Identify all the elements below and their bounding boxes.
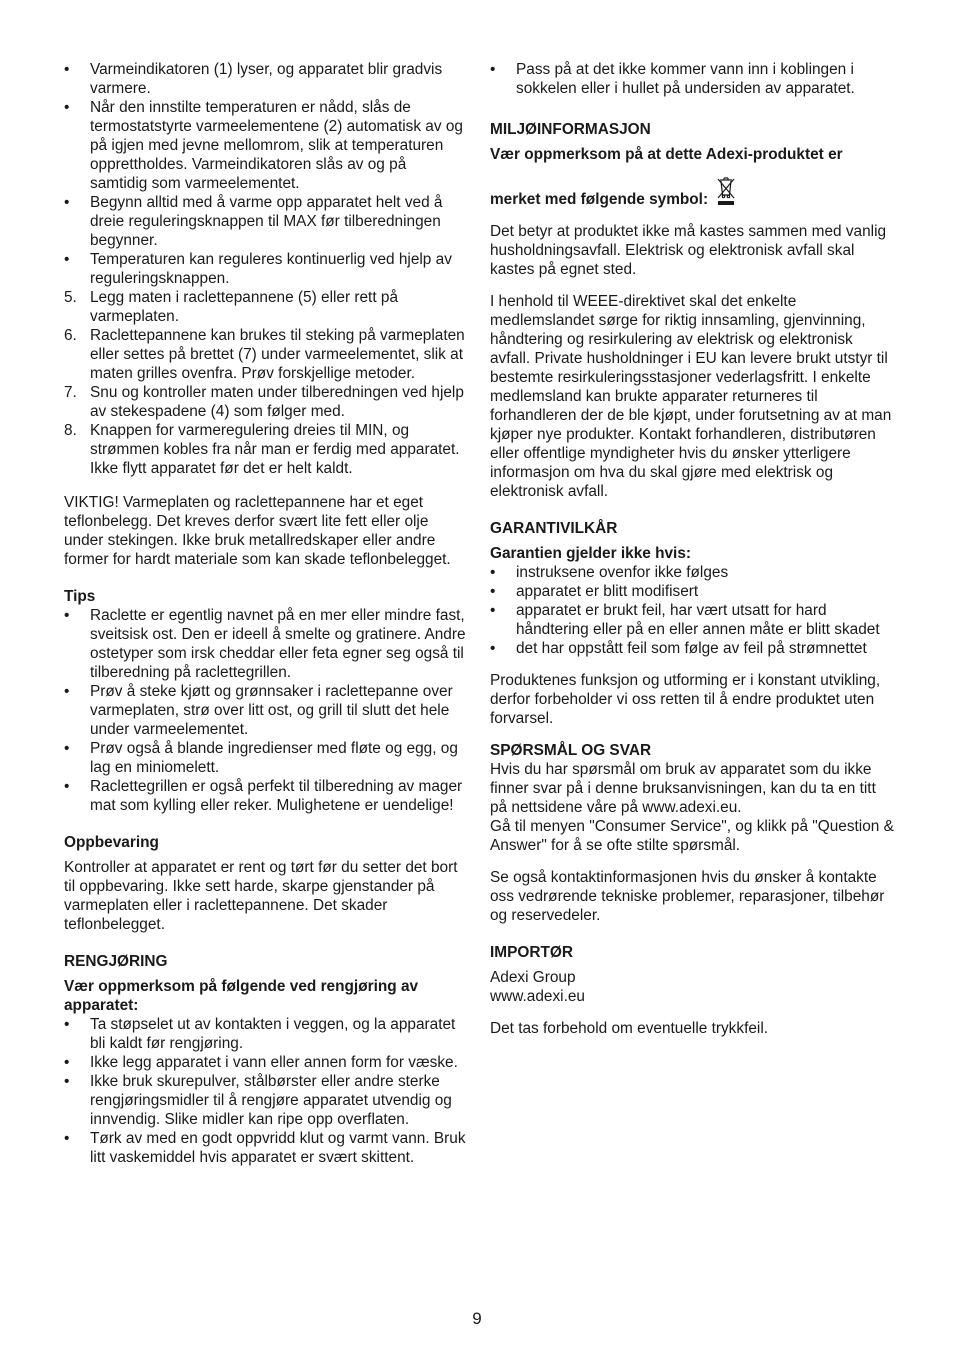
list-item-text: apparatet er brukt feil, har vært utsatt for hard håndtering eller på en eller annen måte er blitt skadet	[516, 602, 880, 638]
bullet: •	[64, 1016, 70, 1033]
list-marker: 6.	[64, 327, 77, 344]
list-item-text: Raclettegrillen er også perfekt til tilberedning av mager mat som kylling eller reker. Mulighetene er uendelige!	[90, 778, 463, 814]
list-item	[490, 60, 894, 98]
list-item	[64, 98, 466, 193]
bullet: •	[64, 1130, 70, 1147]
cleaning-subheading: Vær oppmerksom på følgende ved rengjøring av apparatet:	[64, 978, 419, 1014]
list-marker: 5.	[64, 289, 77, 306]
left-column	[64, 60, 466, 1167]
warranty-heading: GARANTIVILKÅR	[490, 520, 618, 537]
environment-notice: Vær oppmerksom på at dette Adexi-produktet er	[490, 146, 843, 163]
list-marker: •	[64, 251, 70, 268]
qa-paragraph-1: Hvis du har spørsmål om bruk av apparatet som du ikke finner svar på i denne bruksanvisningen, kan du ta en titt på nettsidene våre på www.adexi.eu.	[490, 761, 876, 816]
environment-heading: MILJØINFORMASJON	[490, 121, 651, 138]
list-item-text: Knappen for varmeregulering dreies til MIN, og strømmen kobles fra når man er ferdig med apparatet. Ikke flytt apparatet før det er helt kaldt.	[90, 422, 460, 477]
list-item-text: apparatet er blitt modifisert	[516, 583, 699, 600]
bullet: •	[64, 607, 70, 624]
symbol-caption: merket med følgende symbol:	[490, 191, 709, 208]
list-item	[64, 250, 466, 288]
list-item	[64, 1053, 466, 1072]
storage-text: Kontroller at apparatet er rent og tørt før du setter det bort til oppbevaring. Ikke sett harde, skarpe gjenstander på varmeplaten eller i raclettepannene. Det skader teflonbelegget.	[64, 859, 458, 933]
importer-name: Adexi Group	[490, 969, 576, 986]
water-warning-list	[490, 60, 894, 98]
bullet: •	[490, 640, 496, 657]
tips-heading: Tips	[64, 588, 96, 605]
qa-paragraph-3: Se også kontaktinformasjonen hvis du ønsker å kontakte oss vedrørende tekniske problemer, reparasjoner, tilbehør og reservedeler.	[490, 869, 885, 924]
bullet: •	[490, 61, 496, 78]
list-marker: •	[64, 61, 70, 78]
environment-paragraph-2: I henhold til WEEE-direktivet skal det enkelte medlemslandet sørge for riktig innsamling, gjenvinning, håndtering og resirkulering av elektrisk og elektronisk avfall. Private husholdninger i EU kan levere brukt utstyr til bestemte resirkuleringsstasjoner vederlagsfritt. I enkelte medlemsland kan brukte apparater returneres til forhandleren der de ble kjøpt, under forutsetning av at man kjøper nye produkter. Kontakt forhandleren, distributøren eller offentlige myndigheter hvis du ønsker ytterligere informasjon om hva du skal gjøre med elektrisk og elektronisk avfall.	[490, 293, 892, 500]
list-item-text: Snu og kontroller maten under tilberedningen ved hjelp av stekespadene (4) som følger med.	[90, 384, 464, 420]
warranty-subheading: Garantien gjelder ikke hvis:	[490, 545, 692, 562]
page-number: 9	[472, 1309, 482, 1328]
tips-list	[64, 606, 466, 815]
list-item	[490, 582, 894, 601]
list-item-text: Raclettepannene kan brukes til steking på varmeplaten eller settes på brettet (7) under varmeelementet, slik at maten grilles ovenfra. Prøv forskjellige metoder.	[90, 327, 465, 382]
symbol-line	[490, 176, 894, 209]
environment-paragraph-1: Det betyr at produktet ikke må kastes sammen med vanlig husholdningsavfall. Elektrisk og elektronisk avfall skal kastes på egnet sted.	[490, 223, 887, 278]
list-item-text: Begynn alltid med å varme opp apparatet helt ved å dreie reguleringsknappen til MAX før tilberedningen begynner.	[90, 194, 443, 249]
qa-heading: SPØRSMÅL OG SVAR	[490, 742, 652, 759]
list-item	[64, 60, 466, 98]
list-item-text: Pass på at det ikke kommer vann inn i koblingen i sokkelen eller i hullet på undersiden av apparatet.	[516, 61, 855, 97]
qa-paragraph-2: Gå til menyen "Consumer Service", og klikk på "Question & Answer" for å se ofte stilte spørsmål.	[490, 818, 894, 854]
list-item-text: Legg maten i raclettepannene (5) eller rett på varmeplaten.	[90, 289, 399, 325]
bullet: •	[64, 778, 70, 795]
list-item	[64, 1015, 466, 1053]
list-item	[64, 421, 466, 478]
list-item	[64, 682, 466, 739]
bullet: •	[64, 740, 70, 757]
warranty-paragraph: Produktenes funksjon og utforming er i konstant utvikling, derfor forbeholder vi oss retten til å endre produktet uten forvarsel.	[490, 672, 881, 727]
list-marker: •	[64, 194, 70, 211]
list-item-text: Raclette er egentlig navnet på en mer eller mindre fast, sveitsisk ost. Den er ideell å smelte og gratinere. Andre ostetyper som irsk cheddar eller feta egner seg også til tilberedning på raclettegrillen.	[90, 607, 466, 681]
right-column	[490, 60, 894, 1038]
instruction-list	[64, 60, 466, 478]
bullet: •	[490, 583, 496, 600]
importer-heading: IMPORTØR	[490, 944, 573, 961]
warranty-list	[490, 563, 894, 658]
list-item-text: det har oppstått feil som følge av feil på strømnettet	[516, 640, 867, 657]
bullet: •	[64, 683, 70, 700]
list-item	[64, 1129, 466, 1167]
bullet: •	[490, 602, 496, 619]
list-item	[64, 739, 466, 777]
list-item	[64, 193, 466, 250]
list-marker: 7.	[64, 384, 77, 401]
weee-crossed-bin-icon	[716, 176, 736, 206]
list-item-text: Ikke legg apparatet i vann eller annen form for væske.	[90, 1054, 458, 1071]
list-item-text: Prøv å steke kjøtt og grønnsaker i raclettepanne over varmeplaten, strø over litt ost, og grill til slutt det hele under varmeelementet.	[90, 683, 453, 738]
list-item	[64, 777, 466, 815]
important-note: VIKTIG! Varmeplaten og raclettepannene har et eget teflonbelegg. Det kreves derfor svært lite fett eller olje under stekingen. Ikke bruk metallredskaper eller andre former for hardt materiale som kan skade teflonbelegget.	[64, 494, 451, 568]
list-marker: •	[64, 99, 70, 116]
list-item-text: Temperaturen kan reguleres kontinuerlig ved hjelp av reguleringsknappen.	[90, 251, 452, 287]
storage-heading: Oppbevaring	[64, 834, 159, 851]
list-item	[64, 1072, 466, 1129]
list-item-text: Prøv også å blande ingredienser med fløte og egg, og lag en miniomelett.	[90, 740, 458, 776]
list-item	[64, 288, 466, 326]
list-item-text: Ikke bruk skurepulver, stålbørster eller andre sterke rengjøringsmidler til å rengjøre apparatet utvendig og innvendig. Slike midler kan ripe opp overflaten.	[90, 1073, 452, 1128]
cleaning-list	[64, 1015, 466, 1167]
misprint-disclaimer: Det tas forbehold om eventuelle trykkfeil.	[490, 1020, 769, 1037]
list-item-text: instruksene ovenfor ikke følges	[516, 564, 729, 581]
list-item-text: Varmeindikatoren (1) lyser, og apparatet blir gradvis varmere.	[90, 61, 443, 97]
list-item-text: Tørk av med en godt oppvridd klut og varmt vann. Bruk litt vaskemiddel hvis apparatet er svært skittent.	[90, 1130, 466, 1166]
list-item	[490, 563, 894, 582]
bullet: •	[490, 564, 496, 581]
importer-website: www.adexi.eu	[490, 988, 585, 1005]
list-item	[64, 326, 466, 383]
list-item	[64, 383, 466, 421]
list-item-text: Ta støpselet ut av kontakten i veggen, og la apparatet bli kaldt før rengjøring.	[90, 1016, 456, 1052]
cleaning-heading: RENGJØRING	[64, 953, 168, 970]
list-marker: 8.	[64, 422, 77, 439]
list-item	[64, 606, 466, 682]
list-item	[490, 639, 894, 658]
list-item-text: Når den innstilte temperaturen er nådd, slås de termostatstyrte varmeelementene (2) automatisk av og på igjen med jevne mellomrom, slik at temperaturen opprettholdes. Varmeindikatoren slås av og på samtidig som varmeelementet.	[90, 99, 463, 192]
bullet: •	[64, 1054, 70, 1071]
bullet: •	[64, 1073, 70, 1090]
list-item	[490, 601, 894, 639]
